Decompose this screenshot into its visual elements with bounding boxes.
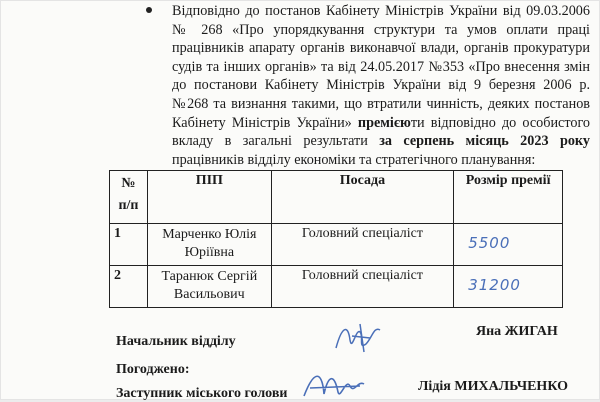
signature-icon [300,366,370,400]
table-header-row [110,171,563,224]
head-of-department-label: Начальник відділу [116,334,236,349]
paragraph-text-1: Відповідно до постанов Кабінету Міністрів України від 09.03.2006 № 268 «Про упорядкування структури та умов оплати праці працівників апарату органів виконавчої влади, органів прокуратури судів та інших органів» та від 24.05.2017 №353 «Про внесення змін до постанови Кабінету Міністрів України від 9 березня 2006 р. №268 та визнання такими, що втратили чинність, деяких постанов Кабінету Міністрів України» [172,3,590,131]
signature-icon [330,318,390,358]
bonus-table [109,170,563,308]
table-row [110,266,563,308]
header-name: ПІП [147,171,271,224]
bonus-amount-cell [454,266,563,308]
employee-name: Таранюк Сергій Васильович [147,266,271,308]
employee-position: Головний спеціаліст [271,224,454,266]
header-position: Посада [271,171,454,224]
paragraph-text-2: ти відповідно до особистого вкладу в загальні результати [172,114,591,150]
bonus-amount: 31200 [468,276,521,294]
bullet-icon [146,7,152,13]
header-bonus: Розмір премії [454,171,563,224]
deputy-mayor-label: Заступник міського голови [116,386,288,401]
agreed-label: Погоджено: [116,362,190,377]
order-paragraph [172,2,590,169]
row-number: 1 [110,224,148,266]
head-of-department-name: Яна ЖИГАН [476,324,558,339]
employee-name: Марченко Юлія Юріївна [147,224,271,266]
paragraph-bold-1: премією [357,114,411,131]
paragraph-text-3: працівників відділу економіки та стратегічного планування: [172,151,536,168]
row-number: 2 [110,266,148,308]
paragraph-bold-period: за серпень місяць 2023 року [379,133,590,150]
bonus-amount: 5500 [468,234,511,252]
deputy-mayor-name: Лідія МИХАЛЬЧЕНКО [418,379,569,394]
bonus-amount-cell [454,224,563,266]
header-number: № п/п [110,171,148,224]
employee-position: Головний спеціаліст [271,266,454,308]
table-row [110,224,563,266]
